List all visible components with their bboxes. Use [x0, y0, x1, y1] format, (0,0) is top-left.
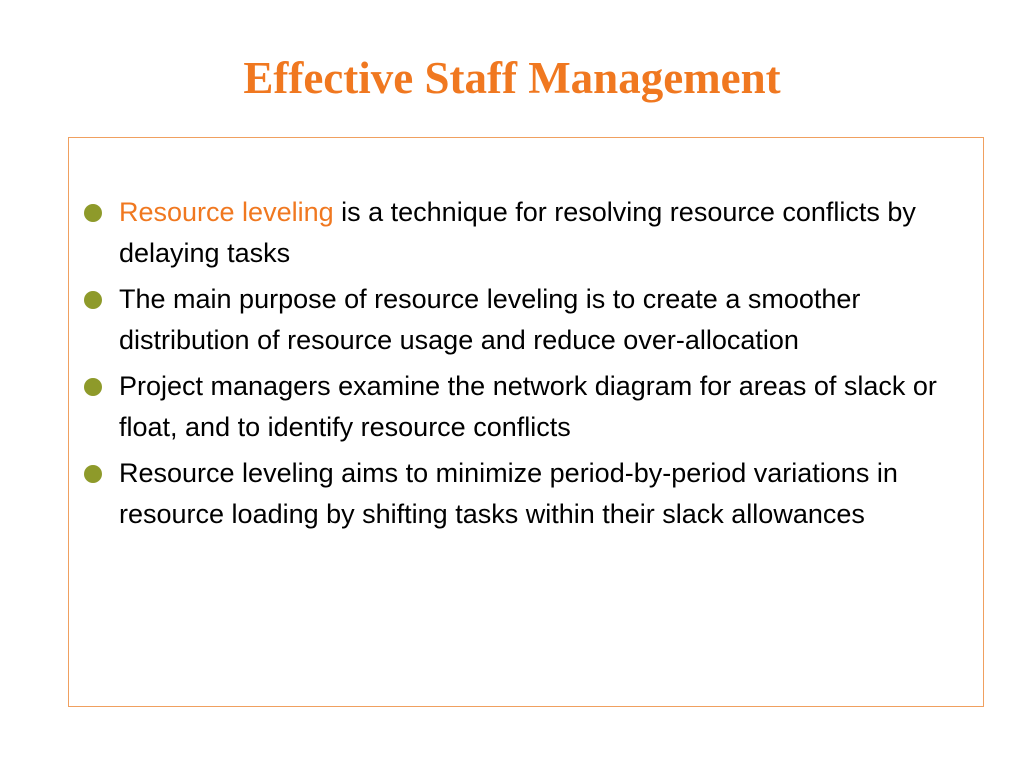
bullet-highlight: Resource leveling: [119, 197, 334, 227]
bullet-item: [82, 192, 972, 274]
bullet-item: [82, 366, 972, 448]
bullet-text: The main purpose of resource leveling is to create a smoother distribution of resource usage and reduce over-allocation: [119, 284, 861, 355]
bullet-icon: [84, 204, 102, 222]
bullet-text: Resource leveling aims to minimize period-by-period variations in resource loading by shifting tasks within their slack allowances: [119, 458, 898, 529]
bullet-item: [82, 279, 972, 361]
bullet-text: Project managers examine the network diagram for areas of slack or float, and to identify resource conflicts: [119, 371, 937, 442]
bullet-text: is a technique for resolving resource conflicts by delaying tasks: [119, 197, 916, 268]
bullet-icon: [84, 378, 102, 396]
bullet-icon: [84, 291, 102, 309]
slide-title: Effective Staff Management: [243, 53, 781, 103]
bullet-icon: [84, 465, 102, 483]
bullet-item: [82, 453, 972, 535]
bullet-list: [82, 192, 972, 540]
